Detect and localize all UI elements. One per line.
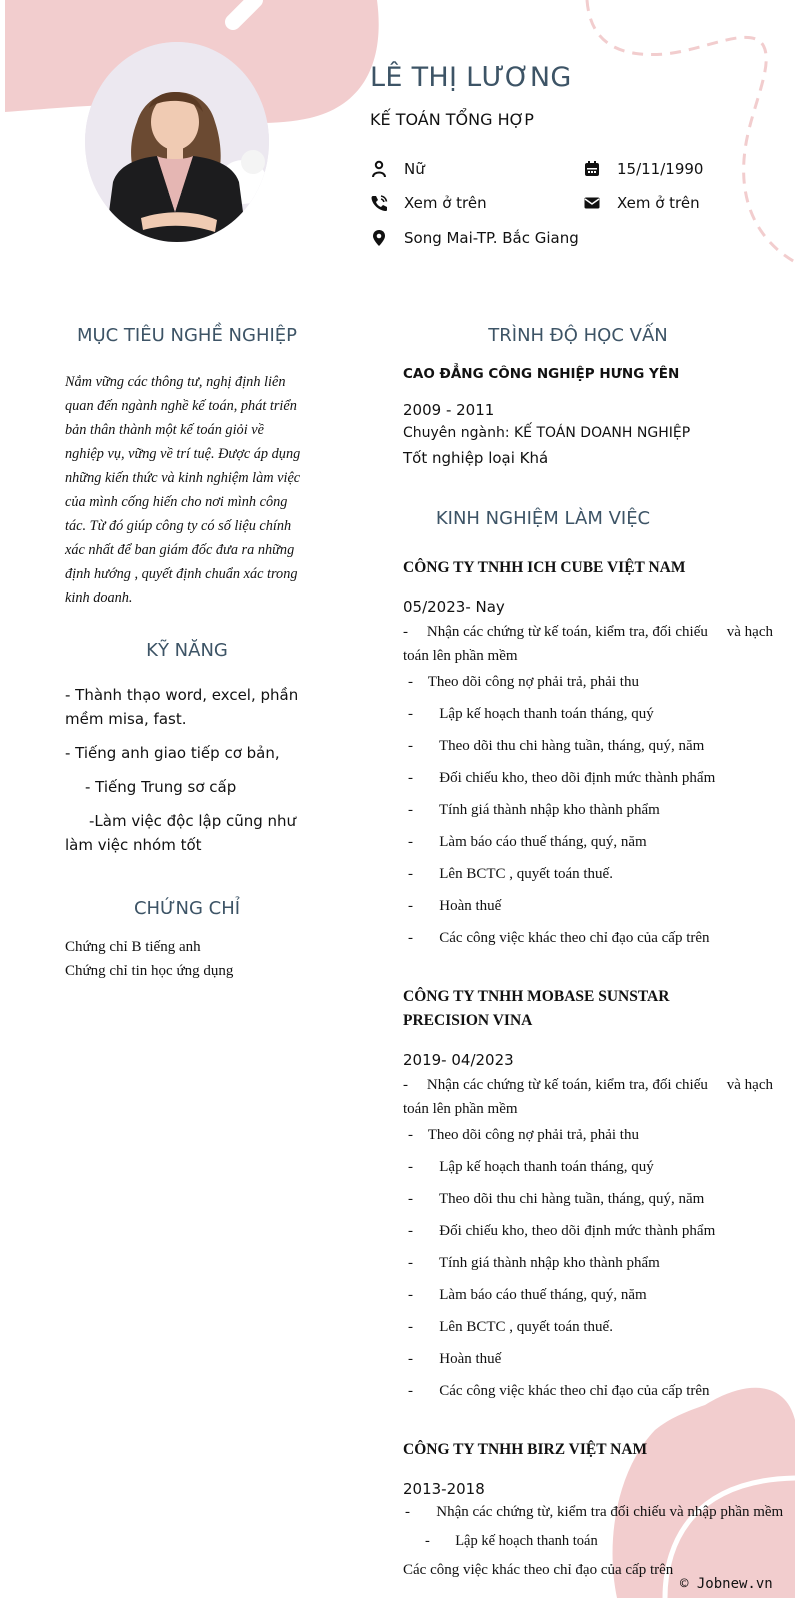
company-name: CÔNG TY TNHH BIRZ VIỆT NAM (403, 1441, 648, 1458)
person-icon (370, 160, 388, 178)
phone-row (370, 194, 487, 212)
company-name: CÔNG TY TNHH ICH CUBE VIỆT NAM (403, 559, 686, 576)
job-task: - Hoàn thuế (408, 898, 502, 914)
certificates-title: CHỨNG CHỈ (133, 898, 241, 919)
job-task: - Tính giá thành nhập kho thành phẩm (408, 802, 660, 818)
skill-item: - Tiếng Trung sơ cấp (85, 778, 237, 796)
job-task: - Nhận các chứng từ, kiểm tra đối chiếu và nhập phần mềm (405, 1504, 784, 1520)
job-task: - Đối chiếu kho, theo dõi định mức thành phẩm (408, 1223, 716, 1239)
objective-line: xác nhất để ban giám đốc đưa ra những (65, 542, 295, 558)
dashed-curve (587, 0, 795, 262)
job-task: - Nhận các chứng từ kế toán, kiểm tra, đối chiếu và hạch toán lên phần mềm (403, 624, 777, 664)
objective-line: nghiệp vụ, vững về trí tuệ. Được áp dụng (65, 446, 301, 462)
job-task: - Theo dõi công nợ phải trả, phải thu (408, 1127, 639, 1143)
cv-page (5, 0, 795, 1598)
job-title: KẾ TOÁN TỔNG HỢP (370, 110, 534, 129)
skills-title: KỸ NĂNG (146, 640, 228, 661)
objective-line: của mình cống hiến cho nơi mình công (65, 494, 288, 510)
objective-text (65, 370, 309, 610)
calendar-icon (583, 160, 601, 178)
candidate-name: LÊ THỊ LƯƠNG (370, 62, 572, 93)
objective-line: bản thân thành một kế toán giỏi về (65, 422, 264, 438)
email-value: Xem ở trên (617, 194, 700, 212)
experience-title: KINH NGHIỆM LÀM VIỆC (435, 508, 651, 529)
job-task: - Lập kế hoạch thanh toán tháng, quý (408, 1159, 654, 1175)
job-task: - Lập kế hoạch thanh toán (425, 1533, 598, 1549)
company-name: CÔNG TY TNHH MOBASE SUNSTAR PRECISION VINA (403, 988, 670, 1029)
phone-icon (370, 194, 388, 212)
certificate-item: Chứng chỉ tin học ứng dụng (65, 963, 234, 979)
jobnew-watermark[interactable]: © Jobnew.vn (680, 1576, 773, 1592)
profile-photo (85, 42, 269, 242)
objective-line: Nắm vững các thông tư, nghị định liên (65, 374, 286, 390)
job-task: Các công việc khác theo chỉ đạo của cấp trên (403, 1562, 674, 1578)
map-pin-icon (370, 229, 388, 247)
education-major: Chuyên ngành: KẾ TOÁN DOANH NGHIỆP (403, 425, 691, 441)
job-task: - Tính giá thành nhập kho thành phẩm (408, 1255, 660, 1271)
envelope-icon (583, 194, 601, 212)
job-task: - Các công việc khác theo chỉ đạo của cấp trên (408, 930, 710, 946)
objective-line: kinh doanh. (65, 590, 133, 606)
job-task: - Hoàn thuế (408, 1351, 502, 1367)
birthday-row (583, 160, 703, 178)
objective-line: định hướng , quyết định chuẩn xác trong (65, 566, 298, 582)
job-period: 2013-2018 (403, 1480, 485, 1498)
birthday-value: 15/11/1990 (617, 160, 704, 178)
education-grade: Tốt nghiệp loại Khá (403, 449, 549, 467)
skill-item: - Tiếng anh giao tiếp cơ bản, (65, 744, 280, 762)
job-period: 05/2023- Nay (403, 598, 505, 616)
skill-item: -Làm việc độc lập cũng như làm việc nhóm tốt (65, 812, 297, 854)
address-row (370, 229, 579, 247)
certificate-item: Chứng chỉ B tiếng anh (65, 939, 201, 955)
objective-line: những kiến thức và kinh nghiệm làm việc (65, 470, 301, 486)
skill-item: - Thành thạo word, excel, phần mềm misa, fast. (65, 686, 299, 728)
job-task: - Làm báo cáo thuế tháng, quý, năm (408, 834, 647, 850)
job-task: - Lên BCTC , quyết toán thuế. (408, 1319, 613, 1335)
objective-title: MỤC TIÊU NGHỀ NGHIỆP (76, 325, 298, 346)
school-name: CAO ĐẲNG CÔNG NGHIỆP HƯNG YÊN (403, 366, 680, 382)
education-period: 2009 - 2011 (403, 401, 495, 419)
job-task: - Lập kế hoạch thanh toán tháng, quý (408, 706, 654, 722)
job-task: - Theo dõi công nợ phải trả, phải thu (408, 674, 639, 690)
email-row (583, 194, 700, 212)
gender-value: Nữ (404, 160, 425, 178)
address-value: Song Mai-TP. Bắc Giang (404, 229, 579, 247)
job-task: - Làm báo cáo thuế tháng, quý, năm (408, 1287, 647, 1303)
job-period: 2019- 04/2023 (403, 1051, 514, 1069)
objective-line: quan đến ngành nghề kế toán, phát triển (65, 398, 297, 414)
job-task: - Các công việc khác theo chỉ đạo của cấp trên (408, 1383, 710, 1399)
job-task: - Nhận các chứng từ kế toán, kiểm tra, đối chiếu và hạch toán lên phần mềm (403, 1077, 777, 1117)
phone-value: Xem ở trên (404, 194, 487, 212)
job-task: - Theo dõi thu chi hàng tuần, tháng, quý, năm (408, 738, 705, 754)
job-task: - Theo dõi thu chi hàng tuần, tháng, quý, năm (408, 1191, 705, 1207)
objective-line: tác. Từ đó giúp công ty có số liệu chính (65, 518, 292, 534)
job-task: - Lên BCTC , quyết toán thuế. (408, 866, 613, 882)
gender-row (370, 160, 425, 178)
job-task: - Đối chiếu kho, theo dõi định mức thành phẩm (408, 770, 716, 786)
education-title: TRÌNH ĐỘ HỌC VẤN (488, 325, 668, 346)
